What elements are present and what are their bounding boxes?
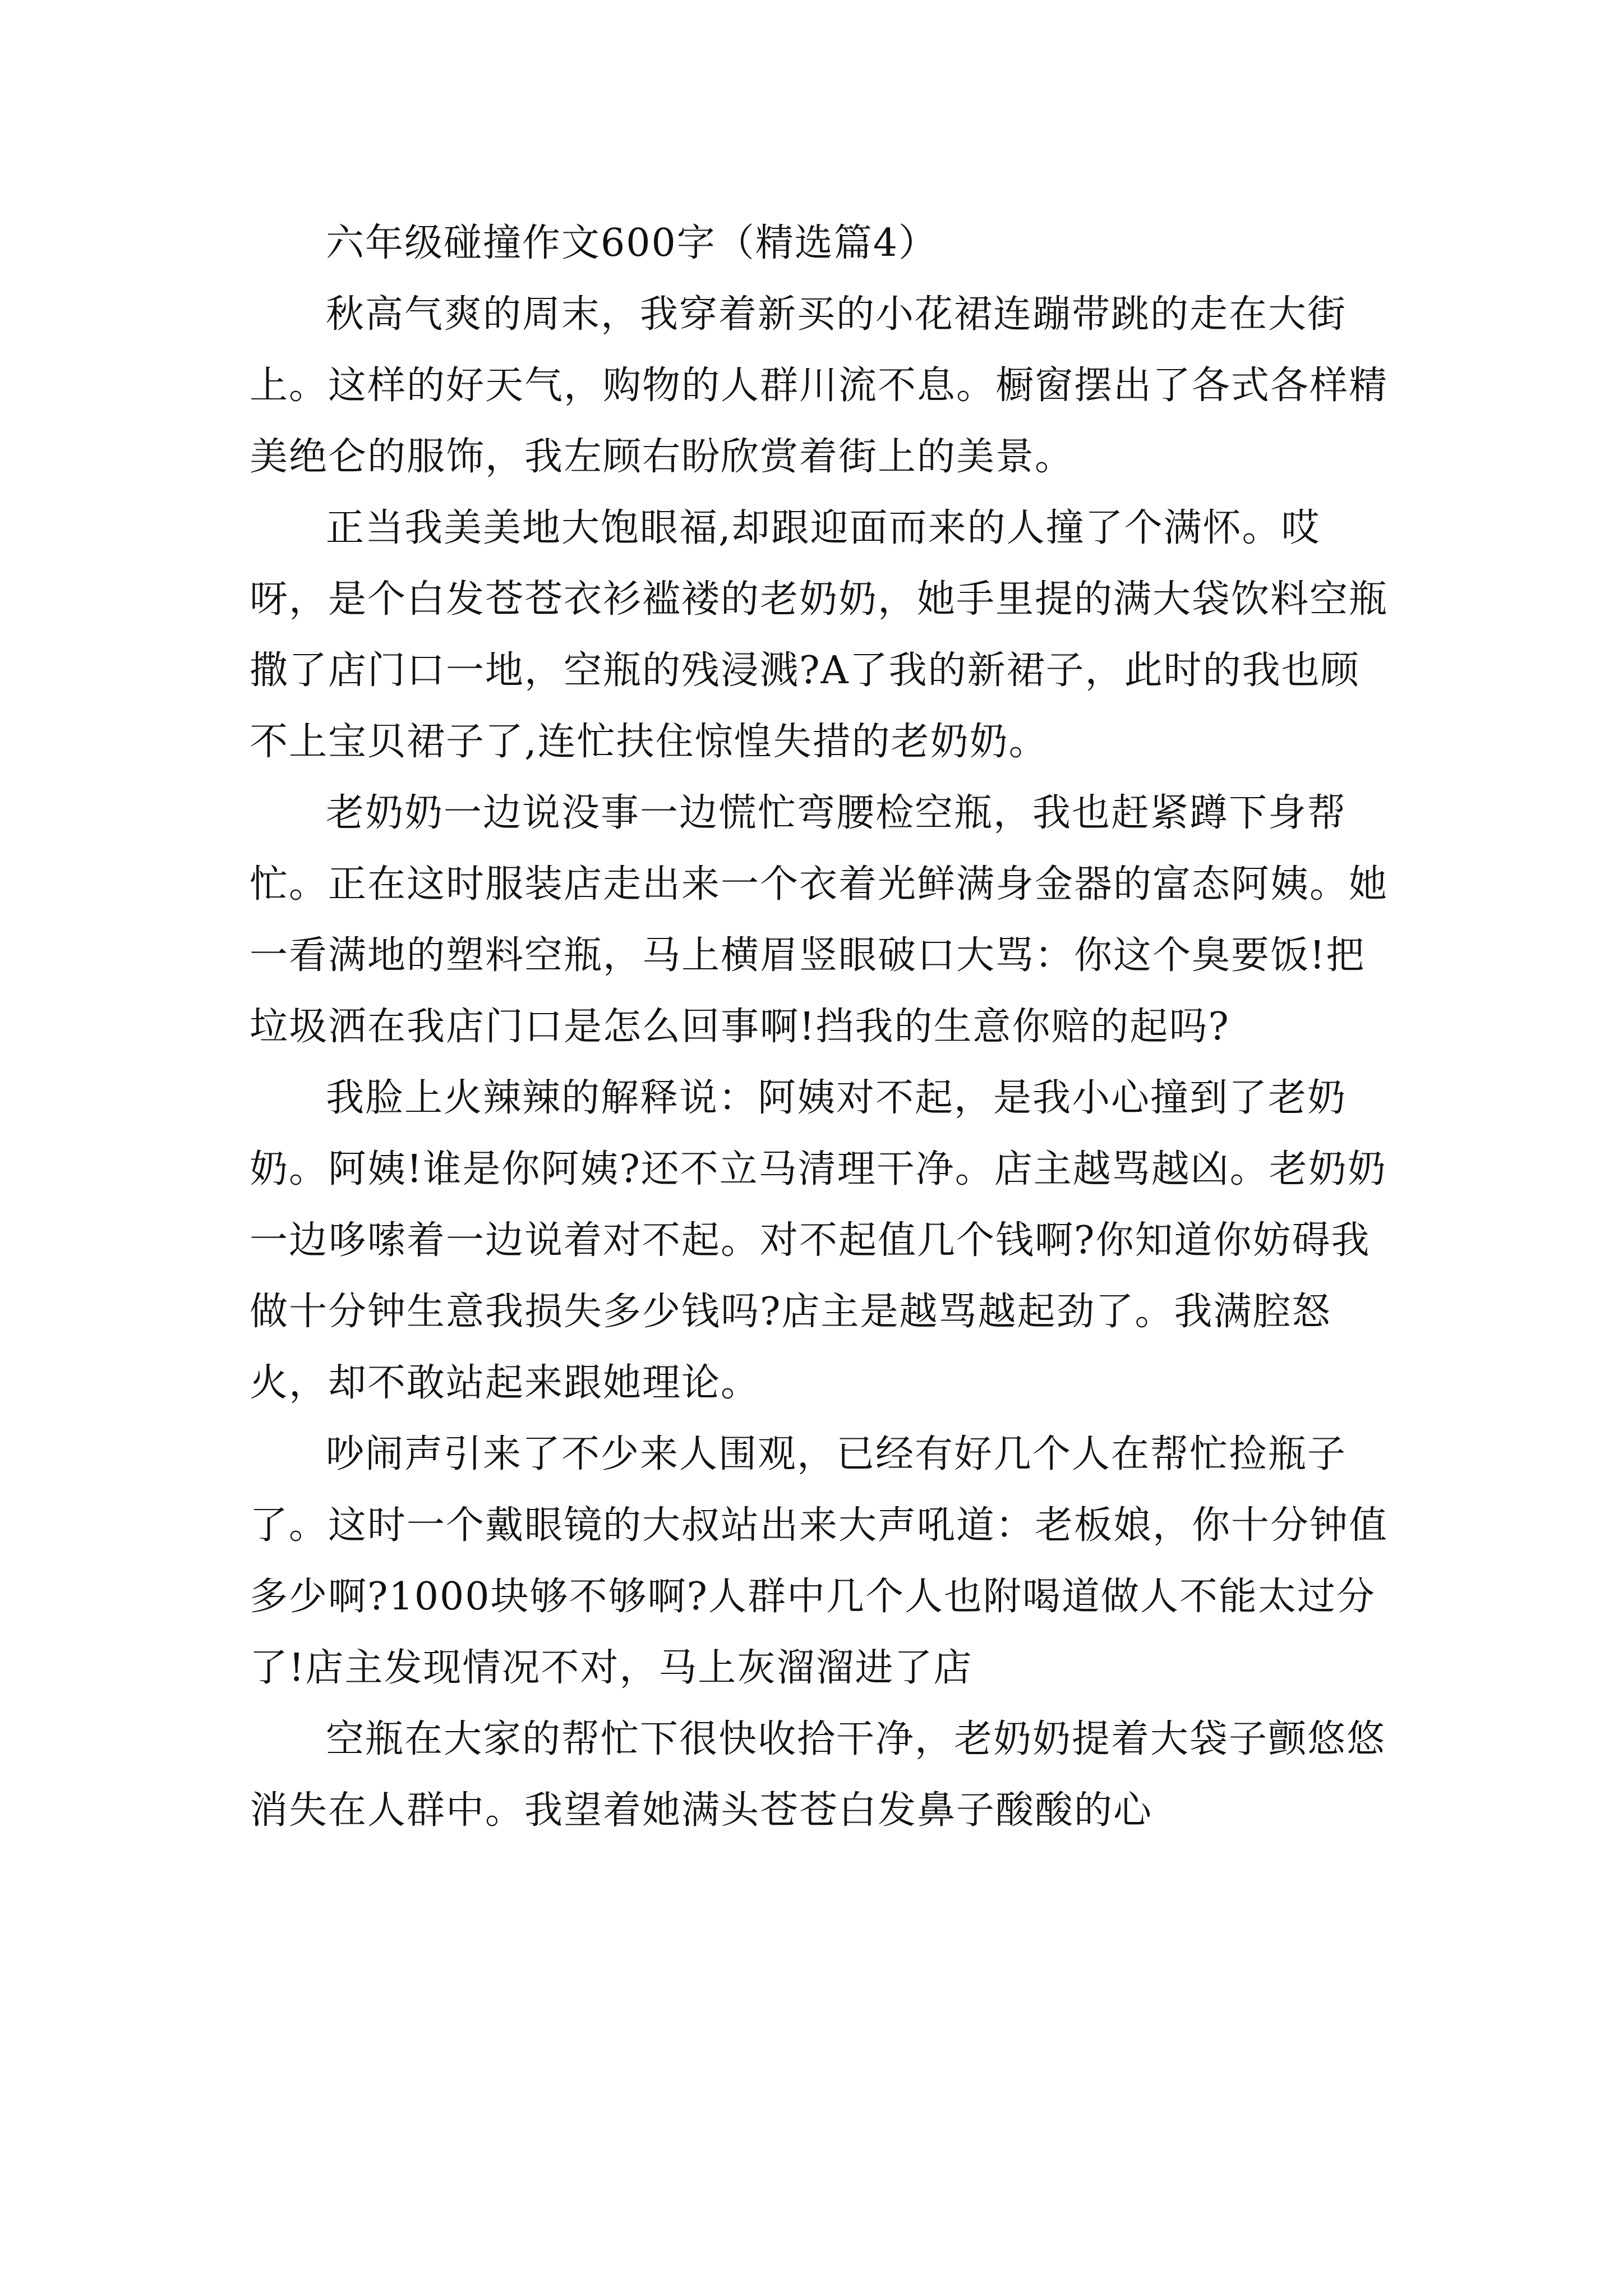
paragraph-4: 我脸上火辣辣的解释说：阿姨对不起，是我小心撞到了老奶奶。阿姨!谁是你阿姨?还不立马清理干净。店主越骂越凶。老奶奶一边哆嗦着一边说着对不起。对不起值几个钱啊?你知道你妨碍我做十分钟生意我损失多少钱吗?店主是越骂越起劲了。我满腔怒火，却不敢站起来跟她理论。 <box>250 1076 1387 1405</box>
document-title: 六年级碰撞作文600字（精选篇4） <box>326 221 938 265</box>
paragraph-3: 老奶奶一边说没事一边慌忙弯腰检空瓶，我也赶紧蹲下身帮忙。正在这时服装店走出来一个衣着光鲜满身金器的富态阿姨。她一看满地的塑料空瓶，马上横眉竖眼破口大骂：你这个臭要饭!把垃圾洒在我店门口是怎么回事啊!挡我的生意你赔的起吗? <box>250 791 1389 1049</box>
paragraph-1: 秋高气爽的周末，我穿着新买的小花裙连蹦带跳的走在大街上。这样的好天气，购物的人群川流不息。橱窗摆出了各式各样精美绝仑的服饰，我左顾右盼欣赏着街上的美景。 <box>250 292 1389 479</box>
paragraph-2: 正当我美美地大饱眼福,却跟迎面而来的人撞了个满怀。哎呀，是个白发苍苍衣衫褴褛的老奶奶，她手里提的满大袋饮料空瓶撒了店门口一地，空瓶的残浸溅?A了我的新裙子，此时的我也顾不上宝贝裙子了,连忙扶住惊惶失措的老奶奶。 <box>250 506 1389 764</box>
paragraph-6: 空瓶在大家的帮忙下很快收拾干净，老奶奶提着大袋子颤悠悠消失在人群中。我望着她满头苍苍白发鼻子酸酸的心 <box>250 1717 1386 1833</box>
document-body <box>250 208 1391 1846</box>
paragraph-5: 吵闹声引来了不少来人围观，已经有好几个人在帮忙捡瓶子了。这时一个戴眼镜的大叔站出来大声吼道：老板娘，你十分钟值多少啊?1000块够不够啊?人群中几个人也附喝道做人不能太过分了!店主发现情况不对，马上灰溜溜进了店 <box>250 1432 1389 1690</box>
